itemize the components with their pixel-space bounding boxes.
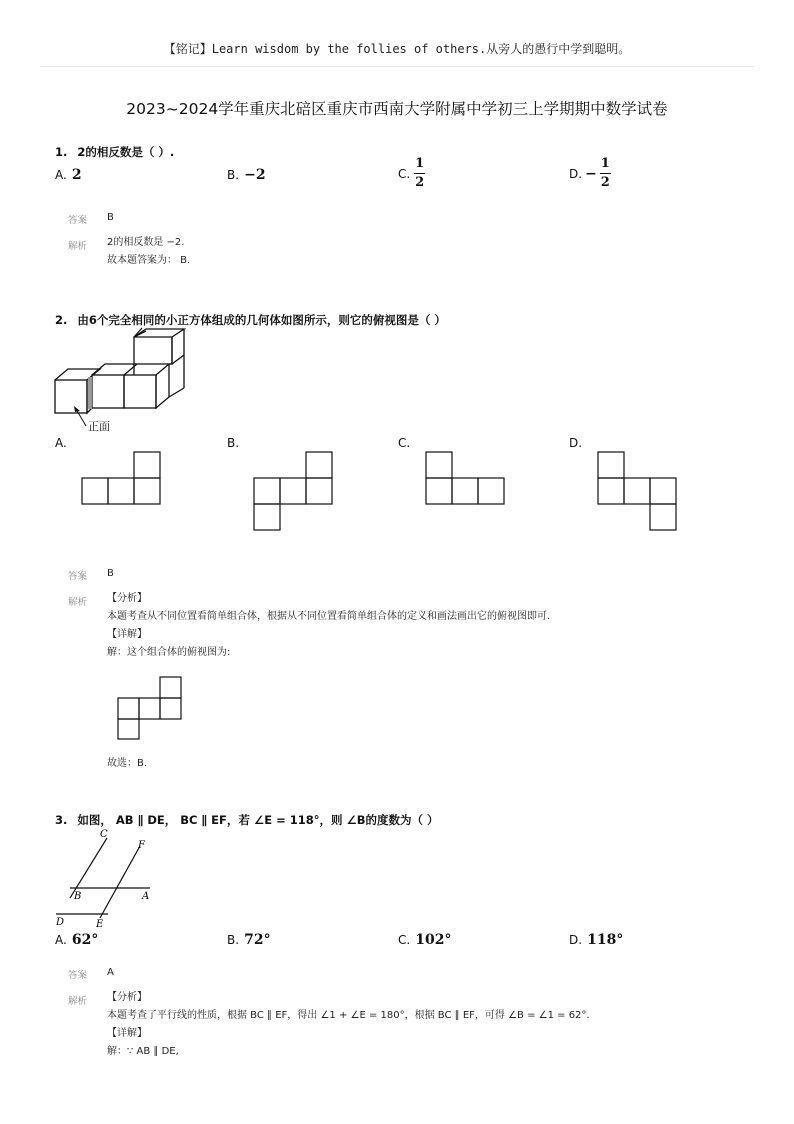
q3-option-c [398,929,452,948]
option-label: A. [55,168,67,182]
question-2 [55,312,446,328]
q1-option-b [227,164,266,183]
q3-option-a [55,929,98,948]
answer-label: 答案 [68,571,88,582]
q3-option-b [227,929,271,948]
option-label: C. [398,166,411,181]
solution-top-view-grid [118,676,184,740]
explanation [107,989,590,1061]
q2-option-d-label: D. [569,436,583,450]
point-label-f: F [138,840,145,851]
page-title: 2023~2024学年重庆北碚区重庆市西南大学附属中学初三上学期期中数学试卷 [126,100,668,118]
explanation [107,234,190,270]
parallel-lines-figure [52,826,162,932]
question-text: 2的相反数是（ ）. [77,145,175,159]
denominator: 2 [600,175,610,190]
q1-option-a [55,164,82,183]
q2-option-d-grid [598,451,678,531]
option-label: D. [569,933,583,947]
q2-option-c-label: C. [398,436,411,450]
q2-option-b-label: B. [227,436,240,450]
figure-label: 正面 [88,420,110,433]
question-1 [55,144,174,160]
option-label: B. [227,933,240,947]
denominator: 2 [415,175,425,190]
explain-label: 解析 [68,996,88,1007]
conclusion: 故选：B. [107,758,148,769]
fraction-bar [414,173,425,174]
q1-option-d [569,157,611,190]
option-value: −2 [244,167,266,183]
answer-value: B [107,212,114,223]
question-number: 2. [55,313,68,327]
question-text: 由6个完全相同的小正方体组成的几何体如图所示，则它的俯视图是（ ） [77,313,446,327]
option-value: 118° [587,932,624,948]
point-label-d: D [56,917,65,928]
page-motto: 【铭记】Learn wisdom by the follies of others.从旁人的愚行中学到聪明。 [163,42,631,56]
option-label: C. [398,933,411,947]
option-label: A. [55,933,67,947]
explanation-line: 2的相反数是 −2. [107,237,185,248]
detail-heading: 【详解】 [107,1028,147,1039]
numerator: 1 [415,156,425,171]
cube-figure [50,332,180,436]
analysis-text: 本题考查了平行线的性质，根据 BC ∥ EF，得出 ∠1 + ∠E = 180°，根据 BC ∥ EF，可得 ∠B = ∠1 = 62°. [107,1010,590,1021]
q2-option-a-grid [82,451,162,505]
answer-label: 答案 [68,970,88,981]
fraction [600,157,611,190]
option-value: 2 [71,167,82,183]
explanation [107,590,550,662]
detail-text: 解：这个组合体的俯视图为: [107,647,231,658]
detail-text: 解：∵ AB ∥ DE, [107,1046,179,1057]
question-text: 如图， AB ∥ DE， BC ∥ EF，若 ∠E = 118°，则 ∠B的度数为（ ） [77,813,439,827]
header-divider [40,66,754,67]
q2-option-b-grid [254,451,334,531]
question-number: 1. [55,145,68,159]
analysis-heading: 【分析】 [107,992,147,1003]
fraction [414,157,425,190]
minus-sign: − [585,165,597,182]
numerator: 1 [600,156,610,171]
point-label-a: A [142,891,150,902]
explain-label: 解析 [68,597,88,608]
option-value: 102° [415,932,452,948]
option-value: 72° [244,932,271,948]
answer-value: B [107,568,114,579]
q2-option-c-grid [426,451,506,505]
q1-option-c [398,157,425,190]
option-label: D. [569,166,583,181]
option-value: 62° [71,932,99,948]
q3-option-d [569,929,623,948]
answer-label: 答案 [68,215,88,226]
analysis-heading: 【分析】 [107,593,147,604]
analysis-text: 本题考查从不同位置看简单组合体，根据从不同位置看简单组合体的定义和画法画出它的俯视图即可. [107,611,551,622]
detail-heading: 【详解】 [107,629,147,640]
point-label-b: B [74,891,82,902]
point-label-e: E [96,919,104,930]
option-label: B. [227,168,240,182]
point-label-c: C [100,829,108,840]
question-number: 3. [55,813,68,827]
fraction-bar [600,173,611,174]
q2-option-a-label: A. [55,436,67,450]
answer-value: A [107,967,114,978]
explanation-line: 故本题答案为： B. [107,255,191,266]
explain-label: 解析 [68,241,88,252]
